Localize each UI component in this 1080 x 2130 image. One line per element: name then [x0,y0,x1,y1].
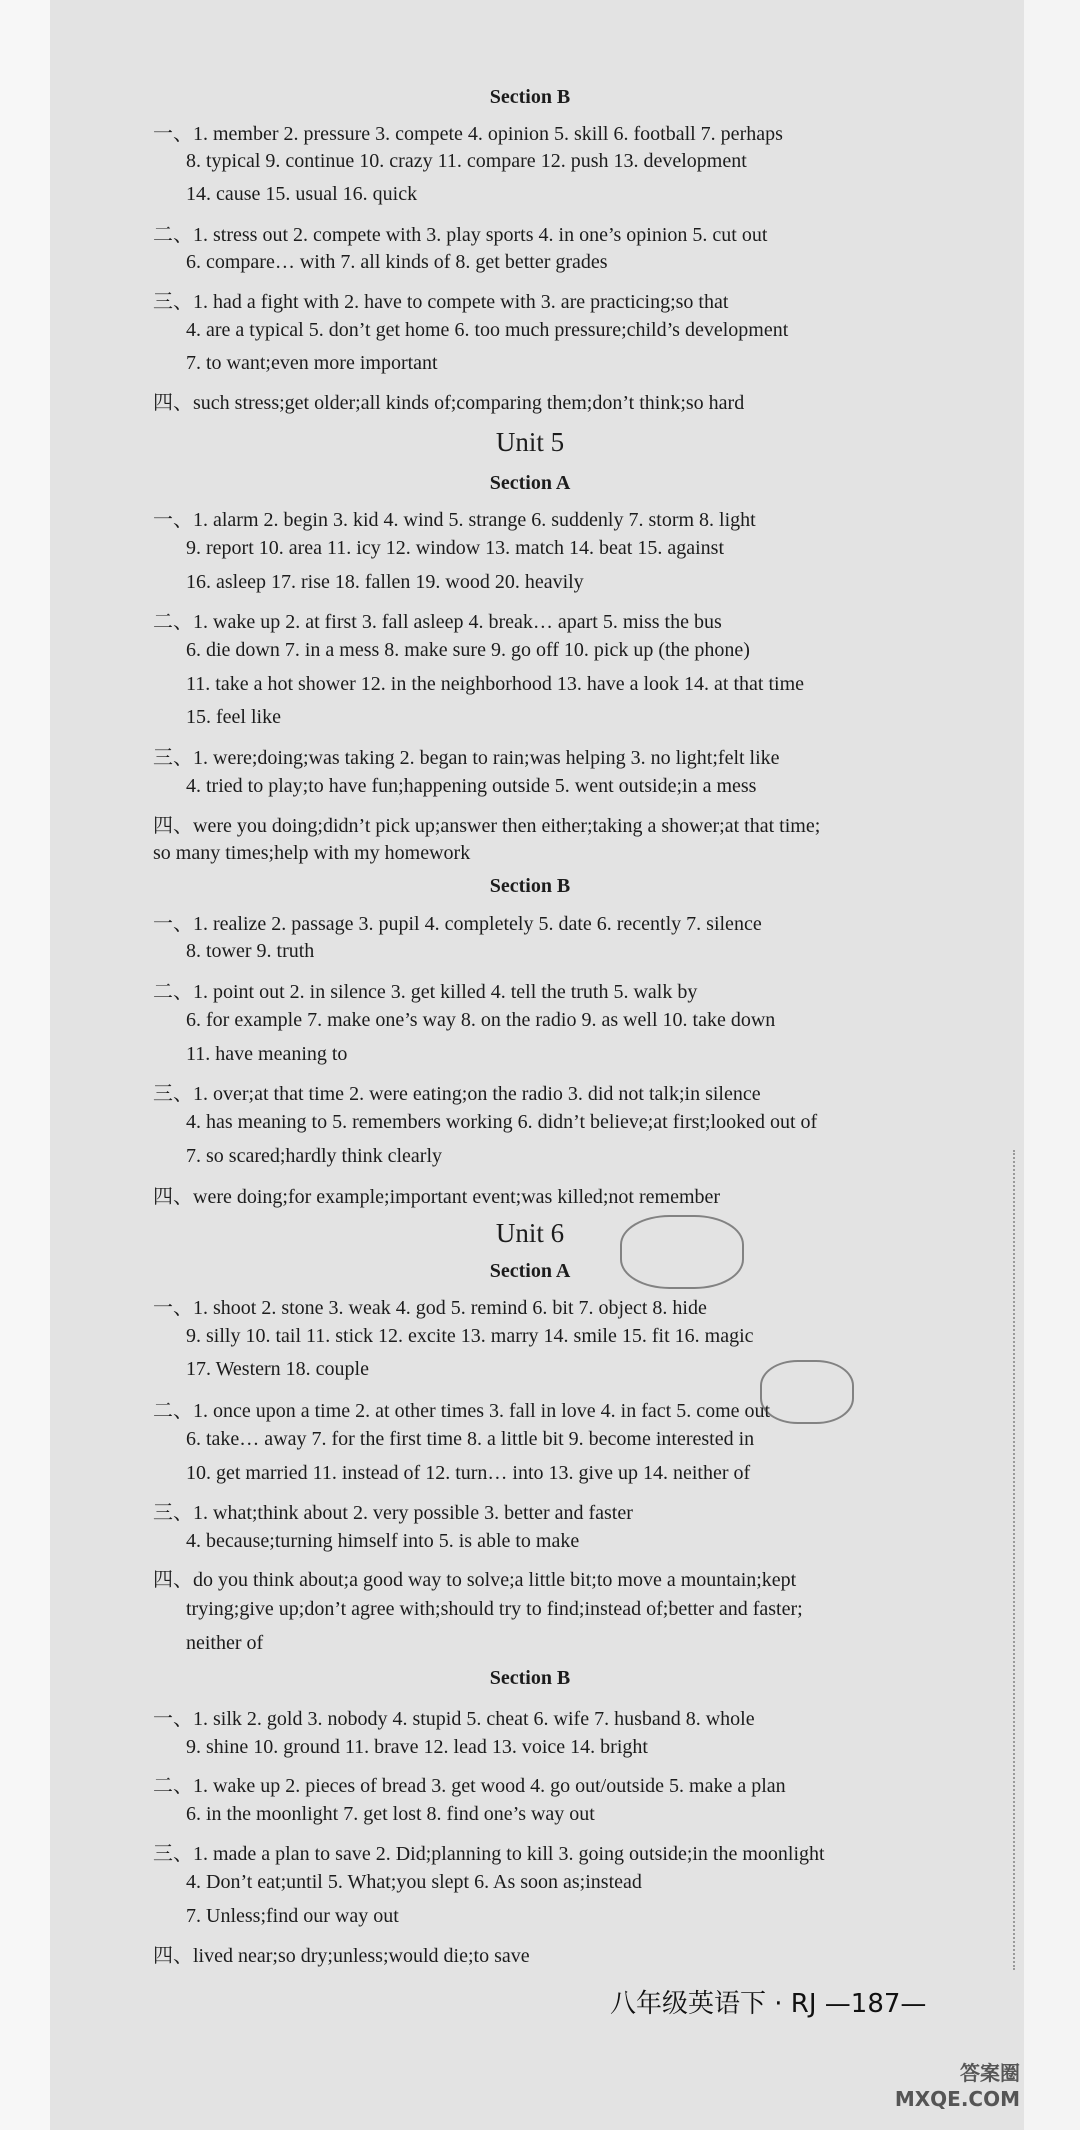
answer-line: 11. take a hot shower 12. in the neighborhood 13. have a look 14. at that time [186,673,805,695]
answer-line: 4. Don’t eat;until 5. What;you slept 6. As soon as;instead [186,1871,642,1893]
answer-line: 二、1. once upon a time 2. at other times 3. fall in love 4. in fact 5. come out [153,1400,771,1422]
answer-line: 8. typical 9. continue 10. crazy 11. compare 12. push 13. development [186,150,747,172]
watermark-logo: 答案圈 MXQE.COM [894,2061,1020,2111]
page-footer: 八年级英语下 · RJ —187— [610,1989,927,2019]
answer-line: 15. feel like [186,706,281,728]
answer-line: 一、1. shoot 2. stone 3. weak 4. god 5. remind 6. bit 7. object 8. hide [153,1297,707,1319]
right-margin [1024,0,1080,2130]
answer-line: 二、1. stress out 2. compete with 3. play sports 4. in one’s opinion 5. cut out [153,224,768,246]
answer-line: 一、1. alarm 2. begin 3. kid 4. wind 5. strange 6. suddenly 7. storm 8. light [153,509,756,531]
answer-line: 7. Unless;find our way out [186,1905,399,1927]
answer-line: 四、lived near;so dry;unless;would die;to save [153,1945,530,1967]
pen-scribble [620,1215,744,1289]
section-heading: Section A [489,472,571,494]
answer-line: 四、were you doing;didn’t pick up;answer then either;taking a shower;at that time; [153,815,821,837]
answer-line: 9. report 10. area 11. icy 12. window 13. match 14. beat 15. against [186,537,725,559]
answer-line: 二、1. point out 2. in silence 3. get killed 4. tell the truth 5. walk by [153,981,698,1003]
section-heading: Section B [489,1667,571,1689]
section-heading: Section A [489,1260,571,1282]
answer-line: 9. silly 10. tail 11. stick 12. excite 13. marry 14. smile 15. fit 16. magic [186,1325,754,1347]
answer-line: 14. cause 15. usual 16. quick [186,183,418,205]
answer-line: 10. get married 11. instead of 12. turn… into 13. give up 14. neither of [186,1462,751,1484]
answer-line: 三、1. over;at that time 2. were eating;on the radio 3. did not talk;in silence [153,1083,761,1105]
answer-line: 三、1. had a fight with 2. have to compete with 3. are practicing;so that [153,291,729,313]
unit-title: Unit 5 [495,427,565,457]
left-margin [0,0,50,2130]
answer-line: 四、such stress;get older;all kinds of;comparing them;don’t think;so hard [153,392,745,414]
answer-line: 三、1. made a plan to save 2. Did;planning to kill 3. going outside;in the moonlight [153,1843,825,1865]
answer-line: 二、1. wake up 2. pieces of bread 3. get wood 4. go out/outside 5. make a plan [153,1775,786,1797]
answer-line: 二、1. wake up 2. at first 3. fall asleep 4. break… apart 5. miss the bus [153,611,722,633]
answer-line: 4. because;turning himself into 5. is able to make [186,1530,580,1552]
answer-line: 三、1. what;think about 2. very possible 3. better and faster [153,1502,633,1524]
answer-line: 9. shine 10. ground 11. brave 12. lead 13. voice 14. bright [186,1736,648,1758]
answer-line: 三、1. were;doing;was taking 2. began to rain;was helping 3. no light;felt like [153,747,780,769]
answer-line: 四、do you think about;a good way to solve;a little bit;to move a mountain;kept [153,1569,797,1591]
answer-line: 4. has meaning to 5. remembers working 6. didn’t believe;at first;looked out of [186,1111,818,1133]
answer-line: trying;give up;don’t agree with;should try to find;instead of;better and faster; [186,1598,803,1620]
answer-line: 17. Western 18. couple [186,1358,369,1380]
dotted-divider [1013,1150,1015,1970]
answer-line: 7. so scared;hardly think clearly [186,1145,443,1167]
answer-line: 6. compare… with 7. all kinds of 8. get better grades [186,251,608,273]
answer-line: 6. die down 7. in a mess 8. make sure 9. go off 10. pick up (the phone) [186,639,750,661]
answer-line: 4. tried to play;to have fun;happening outside 5. went outside;in a mess [186,775,757,797]
answer-line: 一、1. member 2. pressure 3. compete 4. opinion 5. skill 6. football 7. perhaps [153,123,783,145]
pen-scribble [760,1360,854,1424]
answer-line: 4. are a typical 5. don’t get home 6. too much pressure;child’s development [186,319,789,341]
section-heading: Section B [489,86,571,108]
section-heading: Section B [489,875,571,897]
answer-line: 6. for example 7. make one’s way 8. on the radio 9. as well 10. take down [186,1009,776,1031]
answer-line: 7. to want;even more important [186,352,438,374]
answer-line: 6. take… away 7. for the first time 8. a little bit 9. become interested in [186,1428,755,1450]
answer-line: 11. have meaning to [186,1043,348,1065]
answer-line: 8. tower 9. truth [186,940,315,962]
answer-line: so many times;help with my homework [153,842,471,864]
unit-title: Unit 6 [495,1218,565,1248]
answer-line: 6. in the moonlight 7. get lost 8. find one’s way out [186,1803,595,1825]
answer-line: 16. asleep 17. rise 18. fallen 19. wood 20. heavily [186,571,584,593]
answer-line: 一、1. silk 2. gold 3. nobody 4. stupid 5. cheat 6. wife 7. husband 8. whole [153,1708,755,1730]
answer-line: 一、1. realize 2. passage 3. pupil 4. completely 5. date 6. recently 7. silence [153,913,762,935]
answer-line: neither of [186,1632,264,1654]
answer-line: 四、were doing;for example;important event;was killed;not remember [153,1186,721,1208]
